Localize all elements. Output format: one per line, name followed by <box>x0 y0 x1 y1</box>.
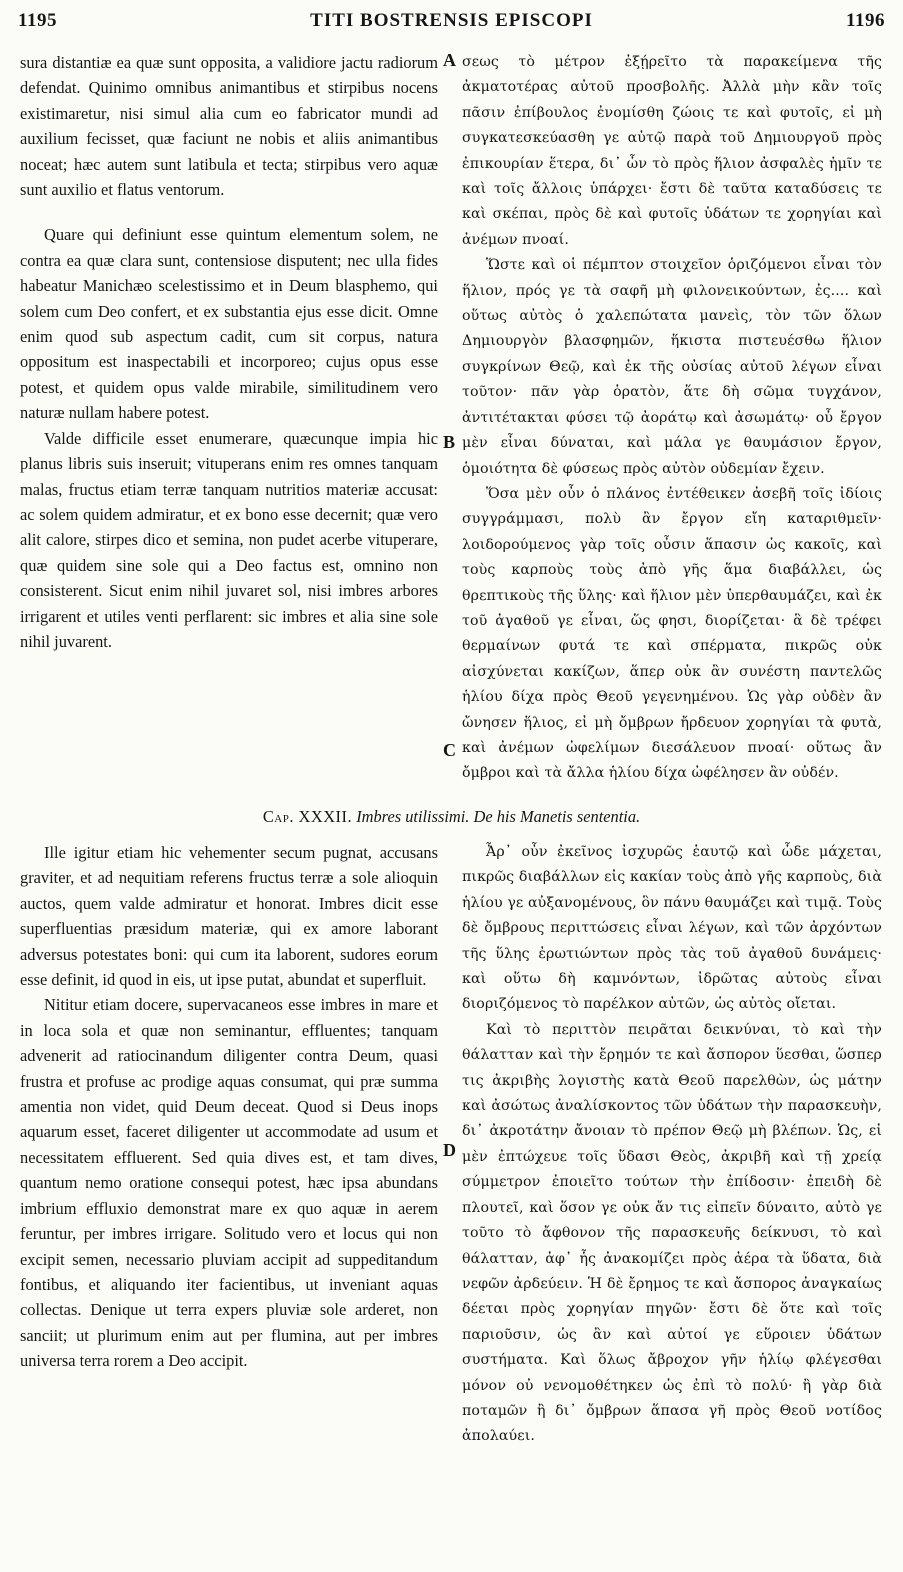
greek-paragraph: Ὥστε καὶ οἱ πέμπτον στοιχεῖον ὁριζόμενοι εἶναι τὸν ἥλιον, πρός γε τὰ σαφῆ μὴ φιλονεικούντων, ἐς.... καὶ οὕτως αὐτὸς ὁ χαλεπώτατα μανεὶς, τὸν τῶν ὅλων Δημιουργὸν βλασφημῶν, ἥκιστα πιστευέσθω ἥλιον συγκρίνων Θεῷ, καὶ ἐκ τῆς οὐσίας αὐτοῦ λέγων εἶναι τοῦτον· πᾶν γὰρ ὁρατὸν, ἅτε δὴ σῶμα τυγχάνον, ἀντιτέτακται φύσει τῷ ἀοράτῳ καὶ ἀσωμάτῳ· οὗ ἔργον μὲν εἶναι δύναται, καὶ μάλα γε θαυμάσιον ἔργον, ὁμοιότητα δὲ φύσεως πρὸς αὐτὸν οὐδεμίαν ἔχειν. <box>462 257 882 477</box>
latin-paragraph: Ille igitur etiam hic vehementer secum pugnat, accusans graviter, et ad nequitiam referens fructus terræ a sole alioquin auctos, quem valde admiratur et honorat. Imbres dicit esse superfluentias præsidum materiæ, qui ex amore laborant adversus potestates boni: qui cum ita laborent, sudores eorum esse definit, id quod in eis, ut ipse putat, abundat et superfluit. <box>20 843 438 990</box>
chapter-title: Imbres utilissimi. De his Manetis sententia. <box>356 807 641 826</box>
right-page-number: 1196 <box>846 10 885 31</box>
running-title: TITI BOSTRENSIS EPISCOPI <box>310 10 593 31</box>
greek-column-upper <box>462 50 882 787</box>
greek-column-lower <box>462 840 882 1450</box>
greek-paragraph: Καὶ τὸ περιττὸν πειρᾶται δεικνύναι, τὸ καὶ τὴν θάλατταν καὶ τὴν ἔρημόν τε καὶ ἄσπορον ὕεσθαι, ὥσπερ τις ἀκριβὴς λογιστὴς κατὰ Θεοῦ παρελθὼν, ὡς μάτην καὶ ἀσώτως ἀναλίσκοντος τῶν ὑδάτων τὴν παρασκευὴν, δι᾽ ἀκροτάτην ἄνοιαν τὸ πρέπον Θεῷ μὴ βλέπων. Ὡς, εἰ μὲν ἐπτώχευε τοῖς ὕδασι Θεὸς, ἀκριβῆ καὶ τῇ χρείᾳ σύμμετρον ἐποιεῖτο τούτων τὴν ἐπίδοσιν· ἐπειδὴ δὲ πλουτεῖ, καὶ ὅσον γε οὐκ ἄν τις εἰπεῖν δύναιτο, αὐτὸ γε τοῦτο τὸ ἄφθονον τῆς παρασκευῆς δείκνυσι, τὸ καὶ θάλατταν, ἀφ᾽ ἧς ἀνακομίζει πρὸς ἀέρα τὰ ὕδατα, διὰ νεφῶν ἀρδεύειν. Ἡ δὲ ἔρημος τε καὶ ἄσπορος ἀναγκαίως δέεται πρὸς χορηγίαν πηγῶν· ἔστι δὲ ὅτε καὶ τοῖς παριοῦσιν, ὡς ἂν καὶ αὐτοί γε εὕροιεν ὑδάτων συστήματα. Καὶ ὅλως ἄβροχον γῆν ἡλίῳ φλέγεσθαι μόνον οὐ νενομοθέτηκεν ὡς ἐπὶ τὸ πολύ· ἢ γὰρ διὰ ποταμῶν ἢ δι᾽ ὄμβρων ἅπασα γῆ πρὸς Θεοῦ νοτίδος ἀπολαύει. <box>462 1021 882 1445</box>
latin-paragraph: Valde difficile esset enumerare, quæcunque impia hic planus libris suis inseruit; vituperans enim res omnes tanquam malas, fructus etiam terræ tanquam nutritios materiæ accusat: ac solem quidem admiratur, et ex bono esse decernit; quæ vero alit calore, stirpes dico et semina, non pudet acerbe vituperare, quæ quidem sine sole qui a Deo factus est, omnino non consisterent. Sicut enim nihil juvaret sol, nisi imbres arbores irrigarent et utiles venti perflarent: sic imbres et alia sine sole nihil juvarent. <box>20 428 438 651</box>
margin-marker-d: D <box>443 1140 456 1160</box>
chapter-label: Cap. XXXII. <box>262 807 353 826</box>
left-page-number: 1195 <box>18 10 57 31</box>
latin-column-upper <box>20 50 438 654</box>
greek-paragraph: Ἆρ᾽ οὖν ἐκεῖνος ἰσχυρῶς ἑαυτῷ καὶ ὧδε μάχεται, πικρῶς διαβάλλων εἰς κακίαν τοὺς ἀπὸ γῆς καρποὺς, διὰ ἡλίου γε αὐξανομένους, ὃν πάνυ θαυμάζει καὶ τιμᾷ. Τοὺς δὲ ὄμβρους περιττώσεις εἶναι λέγων, καὶ τῶν ἀρχόντων τῆς ὕλης ἐρωτιώντων πρὸς τὰς τοῦ ἀγαθοῦ δυνάμεις· καὶ οὕτω δὴ καμνόντων, ἱδρῶτας αὐτοὺς εἶναι διοριζόμενος τὸ παρέλκον αὐτῶν, ὡς αὐτὸς οἴεται. <box>462 844 882 1013</box>
margin-marker-c: C <box>443 740 456 760</box>
margin-marker-b: B <box>443 432 456 452</box>
chapter-heading <box>0 807 903 827</box>
margin-marker-a: A <box>443 50 456 70</box>
latin-paragraph: Nititur etiam docere, supervacaneos esse imbres in mare et in loca sola et quæ non seminantur, effluentes; tanquam advenerit ad ratiocinandum diligenter contra Deum, quasi frustra et profuse ac prodige aquas consumat, qui præ summa amentia non videt, quid Deum deceat. Quod si Deus inops aquarum esset, faceret diligenter ut accommodate ad usum et necessitatem effluerent. Sed quia dives est, et tam dives, quantum nemo oratione consequi potest, hæc ipsa abundans imbrium effluxio demonstrat mare ex quo aquæ in aerem feruntur, per imbres irrigare. Solitudo vero et locus qui non excipit semen, necessario pluviam accipit ad suppeditandum fontibus, et aliquando iter facientibus, ut inveniant aquas collectas. Denique ut terra expers pluviæ sole arderet, non sanciit; ut plurimum enim aut per flumina, aut per imbres universa terra rorem a Deo accipit. <box>20 995 438 1371</box>
latin-paragraph: sura distantiæ ea quæ sunt opposita, a validiore jactu radiorum defendat. Quinimo omnibus animantibus et stirpibus nocens existimaretur, nisi simul alia cum eo fabricator mundi ad auxilium fecisset, quæ faciunt ne nobis et aliis animantibus noceat; hæc autem sunt latibula et tecta; stirpibus vero aquæ sunt auxilio et flatus ventorum. <box>20 53 438 200</box>
greek-paragraph: σεως τὸ μέτρον ἐξῄρεῖτο τὰ παρακείμενα τῆς ἀκματοτέρας αὐτοῦ προσβολῆς. Ἀλλὰ μὴν κἂν τοῖς πᾶσιν ἐπίβουλος ἐνομίσθη ζώοις τε καὶ φυτοῖς, εἰ μὴ συγκατεσκεύασθη γε αὐτῷ παρὰ τοῦ Δημιουργοῦ πρὸς ἐπικουρίαν ἕτερα, δι᾽ ὧν τὸ πρὸς ἥλιον ἀσφαλὲς ἡμῖν τε καὶ τοῖς ἄλλοις ὑπάρχει· ἔστι δὲ ταῦτα καταδύσεις τε καὶ σκέπαι, πρὸς δὲ καὶ φυτοῖς ὑδάτων τε χορηγίαι καὶ ἀνέμων πνοαί. <box>462 54 882 248</box>
latin-paragraph: Quare qui definiunt esse quintum elementum solem, ne contra ea quæ clara sunt, contensiose disputent; nec ulla fides habeatur Manichæo scelestissimo et in Deum blasphemo, qui solem cum Deo confert, et ex substantia ejus esse dicit. Omne enim quod sub aspectum cadit, cum sit corpus, natura oppositum est inaspectabili et incorporeo; cujus opus esse potest, et quidem opus valde mirabile, similitudinem vero naturæ nullam habere potest. <box>20 225 438 423</box>
greek-paragraph: Ὅσα μὲν οὖν ὁ πλάνος ἐντέθεικεν ἀσεβῆ τοῖς ἰδίοις συγγράμμασι, πολὺ ἂν ἔργον εἴη καταριθμεῖν· λοιδορούμενος γὰρ τοῖς οὖσιν ἅπασιν ὡς κακοῖς, καὶ τοὺς καρποὺς τοὺς ἀπὸ γῆς ἅμα διαβάλλει, ὡς θρεπτικοὺς τῆς ὕλης· καὶ ἥλιον μὲν ὑπερθαυμάζει, καὶ ἐκ τοῦ ἀγαθοῦ γε εἶναι, ὥς φησι, διορίζεται· ἃ δὲ τρέφει θερμαίνων φυτά τε καὶ σπέρματα, πικρῶς οὐκ αἰσχύνεται κακίζων, ἅπερ οὐκ ἂν συνέστη παντελῶς ἡλίου δίχα πρὸς Θεοῦ γεγενημένου. Ὡς γὰρ οὐδὲν ἂν ὤνησεν ἥλιος, εἰ μὴ ὄμβρων ἤρδευον χορηγίαι τὰ φυτὰ, καὶ ἀνέμων ὠφελίμων διεσάλευον πνοαί· οὕτως ἂν ὄμβροι καὶ τὰ ἄλλα ἡλίου δίχα ὠφέλησεν ἂν οὐδέν. <box>462 485 882 782</box>
latin-column-lower <box>20 840 438 1374</box>
